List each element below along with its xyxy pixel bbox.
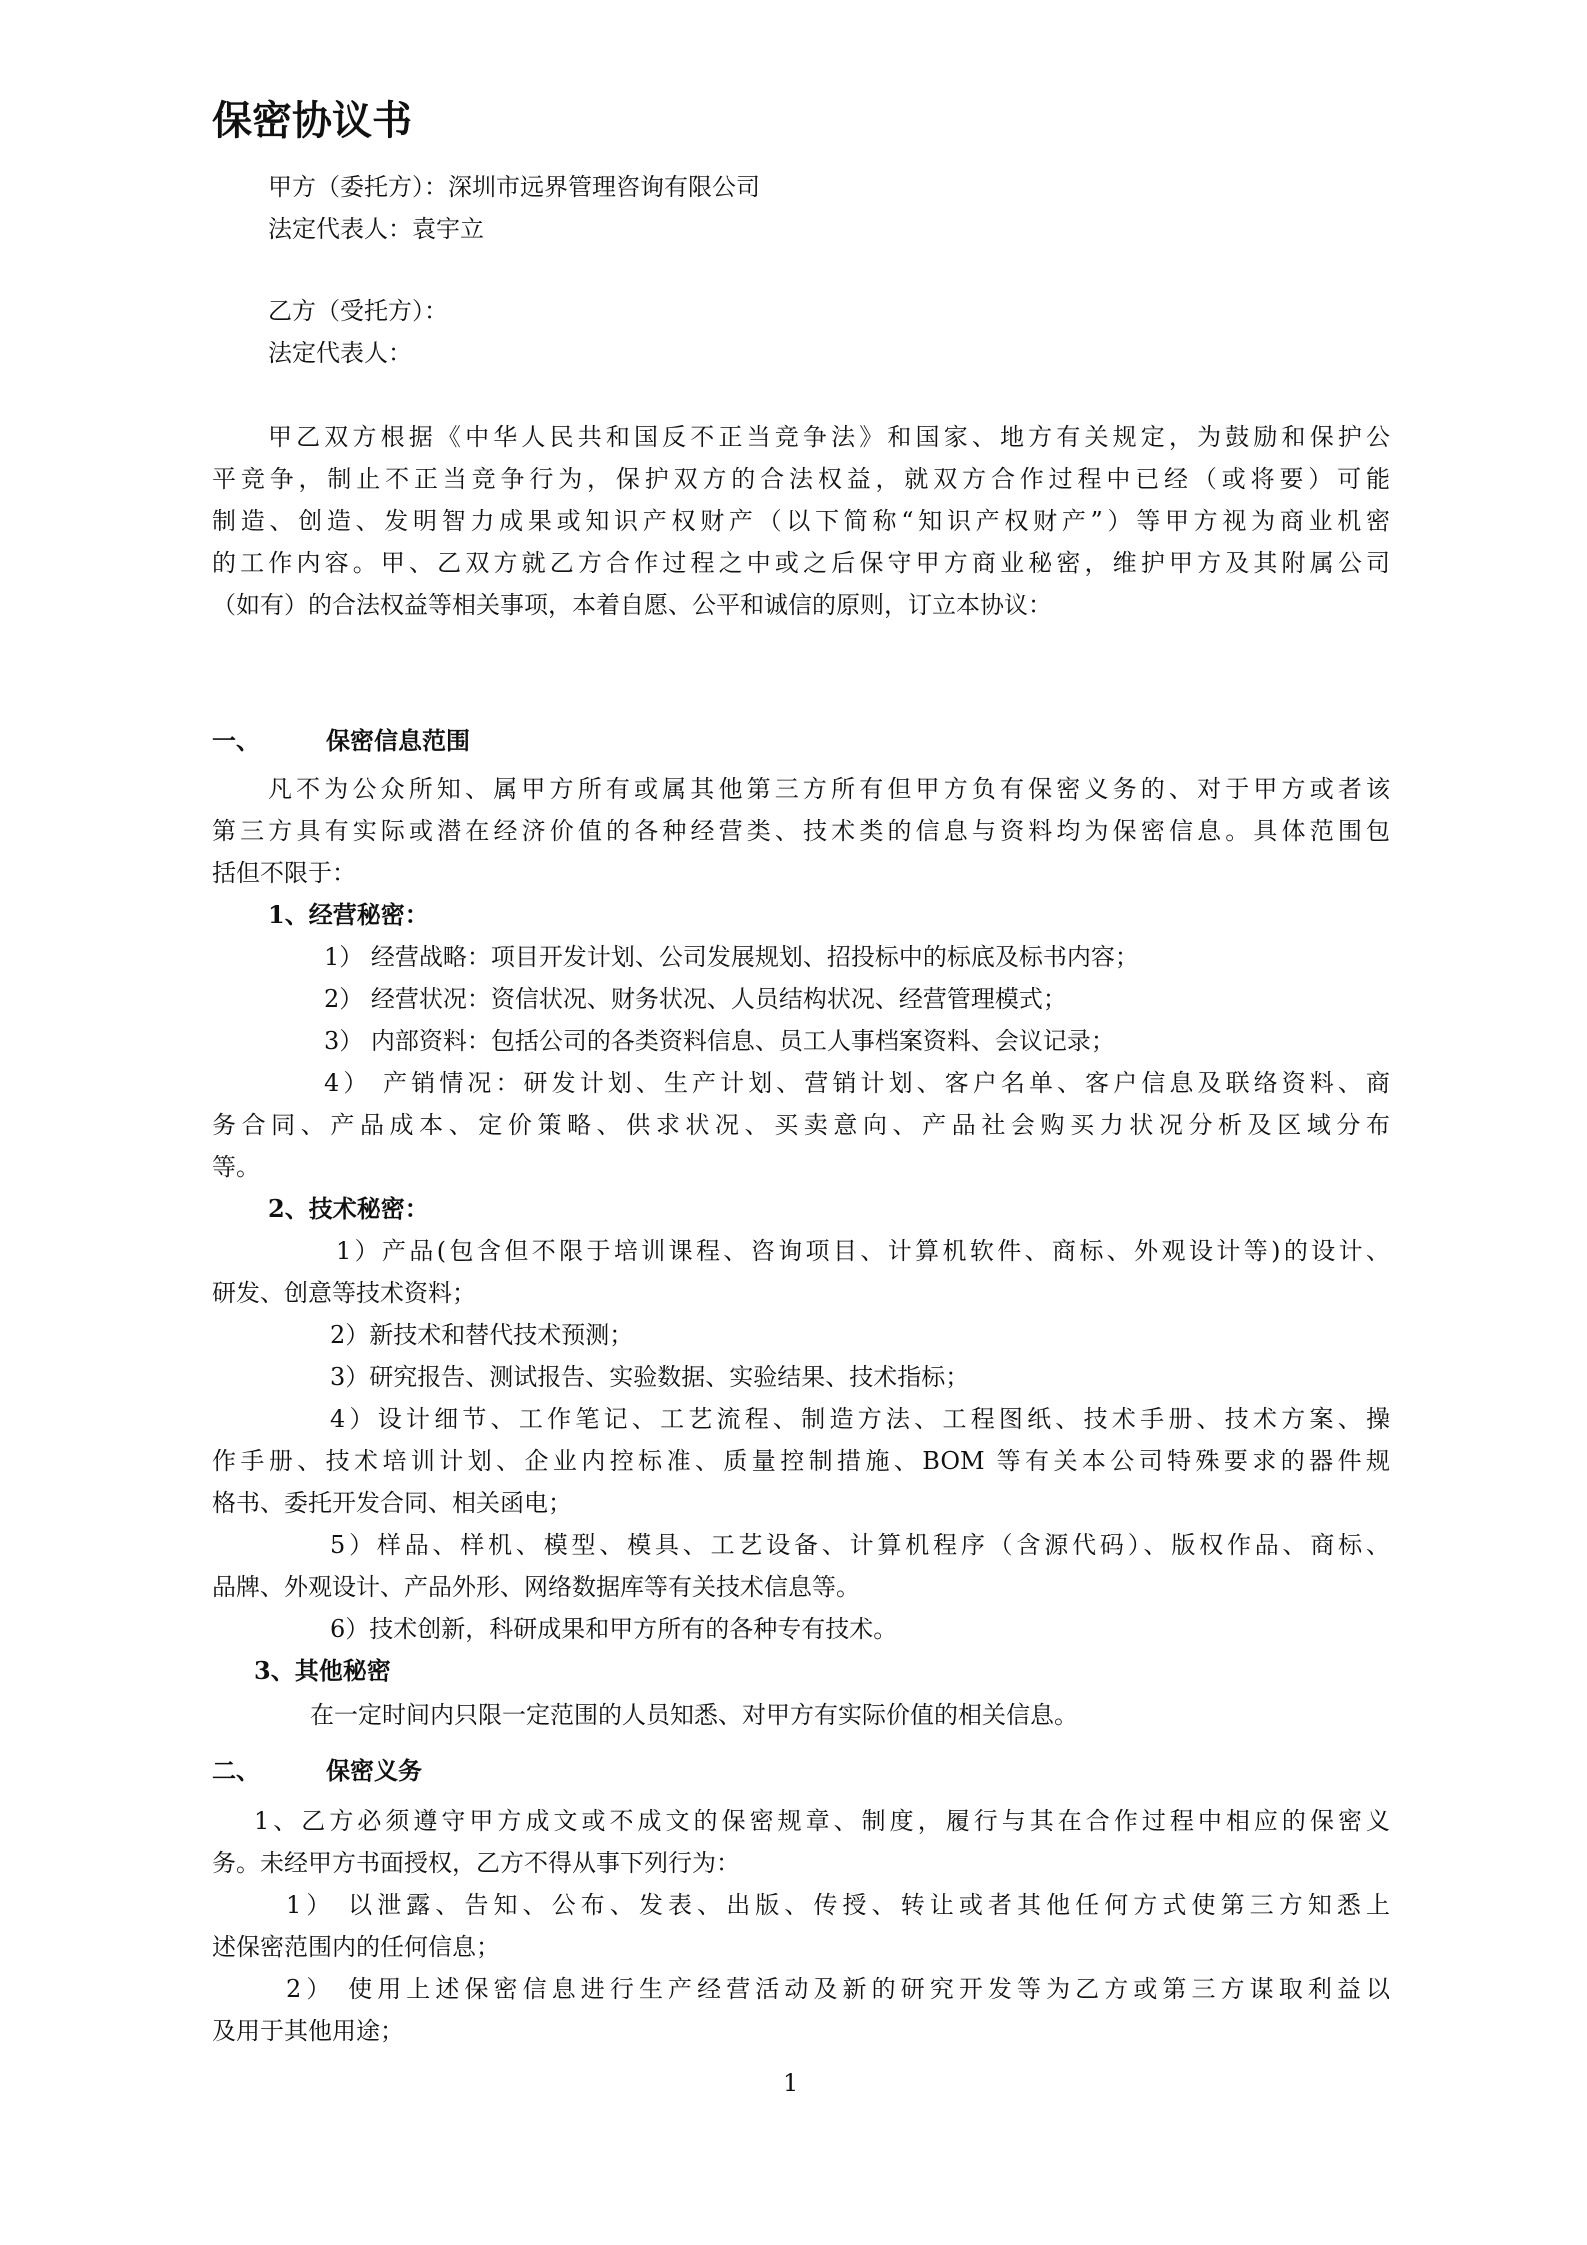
section-1-intro-line: 括但不限于： — [212, 859, 356, 887]
section-1-intro-line: 凡不为公众所知、属甲方所有或属其他第三方所有但甲方负有保密义务的、对于甲方或者该 — [268, 775, 1390, 803]
section-2-number: 二、 — [212, 1756, 260, 1785]
other-secrets-text: 在一定时间内只限一定范围的人员知悉、对甲方有实际价值的相关信息。 — [310, 1701, 1078, 1729]
business-secret-item: 务合同、产品成本、定价策略、供求状况、买卖意向、产品社会购买力状况分析及区域分布 — [212, 1111, 1390, 1139]
preamble-line: 甲乙双方根据《中华人民共和国反不正当竞争法》和国家、地方有关规定，为鼓励和保护公 — [268, 423, 1390, 451]
business-secret-item: 3） 内部资料：包括公司的各类资料信息、员工人事档案资料、会议记录； — [324, 1027, 1115, 1055]
technical-secret-item: 6）技术创新，科研成果和甲方所有的各种专有技术。 — [330, 1615, 898, 1643]
subsection-other-secrets-heading: 3、其他秘密 — [254, 1656, 391, 1685]
subsection-business-secrets-heading: 1、经营秘密： — [268, 900, 429, 929]
obligation-paragraph-line: 务。未经甲方书面授权，乙方不得从事下列行为： — [212, 1849, 740, 1877]
preamble-line: 平竞争，制止不正当竞争行为，保护双方的合法权益，就双方合作过程中已经（或将要）可能 — [212, 465, 1390, 493]
technical-secret-item: 作手册、技术培训计划、企业内控标准、质量控制措施、BOM 等有关本公司特殊要求的器件规 — [212, 1447, 1390, 1475]
technical-secret-item: 研发、创意等技术资料； — [212, 1279, 476, 1307]
party-b-representative: 法定代表人： — [268, 339, 412, 367]
technical-secret-item: 1）产品(包含但不限于培训课程、咨询项目、计算机软件、商标、外观设计等)的设计、 — [336, 1237, 1390, 1265]
party-a-representative: 法定代表人：袁宇立 — [268, 215, 484, 243]
technical-secret-item: 2）新技术和替代技术预测； — [330, 1321, 634, 1349]
business-secret-item: 等。 — [212, 1153, 260, 1181]
subsection-technical-secrets-heading: 2、技术秘密： — [268, 1194, 429, 1223]
page-number: 1 — [783, 2069, 799, 2097]
business-secret-item: 1） 经营战略：项目开发计划、公司发展规划、招投标中的标底及标书内容； — [324, 943, 1139, 971]
technical-secret-item: 5）样品、样机、模型、模具、工艺设备、计算机程序（含源代码）、版权作品、商标、 — [330, 1531, 1390, 1559]
party-a-line: 甲方（委托方）：深圳市远界管理咨询有限公司 — [268, 173, 760, 201]
document-title: 保密协议书 — [212, 97, 412, 144]
party-b-line: 乙方（受托方）： — [268, 297, 448, 325]
business-secret-item: 2） 经营状况：资信状况、财务状况、人员结构状况、经营管理模式； — [324, 985, 1067, 1013]
section-2-heading: 保密义务 — [326, 1756, 422, 1785]
obligation-item: 及用于其他用途； — [212, 2017, 404, 2045]
preamble-line: 制造、创造、发明智力成果或知识产权财产（以下简称“知识产权财产”）等甲方视为商业机密 — [212, 507, 1390, 535]
technical-secret-item: 3）研究报告、测试报告、实验数据、实验结果、技术指标； — [330, 1363, 970, 1391]
section-1-intro-line: 第三方具有实际或潜在经济价值的各种经营类、技术类的信息与资料均为保密信息。具体范围包 — [212, 817, 1390, 845]
technical-secret-item: 4）设计细节、工作笔记、工艺流程、制造方法、工程图纸、技术手册、技术方案、操 — [330, 1405, 1390, 1433]
technical-secret-item: 品牌、外观设计、产品外形、网络数据库等有关技术信息等。 — [212, 1573, 860, 1601]
section-1-heading: 保密信息范围 — [326, 726, 470, 755]
obligation-item: 1） 以泄露、告知、公布、发表、出版、传授、转让或者其他任何方式使第三方知悉上 — [286, 1891, 1390, 1919]
preamble-line: （如有）的合法权益等相关事项，本着自愿、公平和诚信的原则，订立本协议： — [212, 591, 1052, 619]
obligation-paragraph-line: 1、乙方必须遵守甲方成文或不成文的保密规章、制度，履行与其在合作过程中相应的保密义 — [254, 1807, 1390, 1835]
obligation-item: 2） 使用上述保密信息进行生产经营活动及新的研究开发等为乙方或第三方谋取利益以 — [286, 1975, 1390, 2003]
preamble-line: 的工作内容。甲、乙双方就乙方合作过程之中或之后保守甲方商业秘密，维护甲方及其附属公司 — [212, 549, 1390, 577]
section-1-number: 一、 — [212, 726, 260, 755]
technical-secret-item: 格书、委托开发合同、相关函电； — [212, 1489, 572, 1517]
obligation-item: 述保密范围内的任何信息； — [212, 1933, 500, 1961]
business-secret-item: 4） 产销情况：研发计划、生产计划、营销计划、客户名单、客户信息及联络资料、商 — [324, 1069, 1390, 1097]
